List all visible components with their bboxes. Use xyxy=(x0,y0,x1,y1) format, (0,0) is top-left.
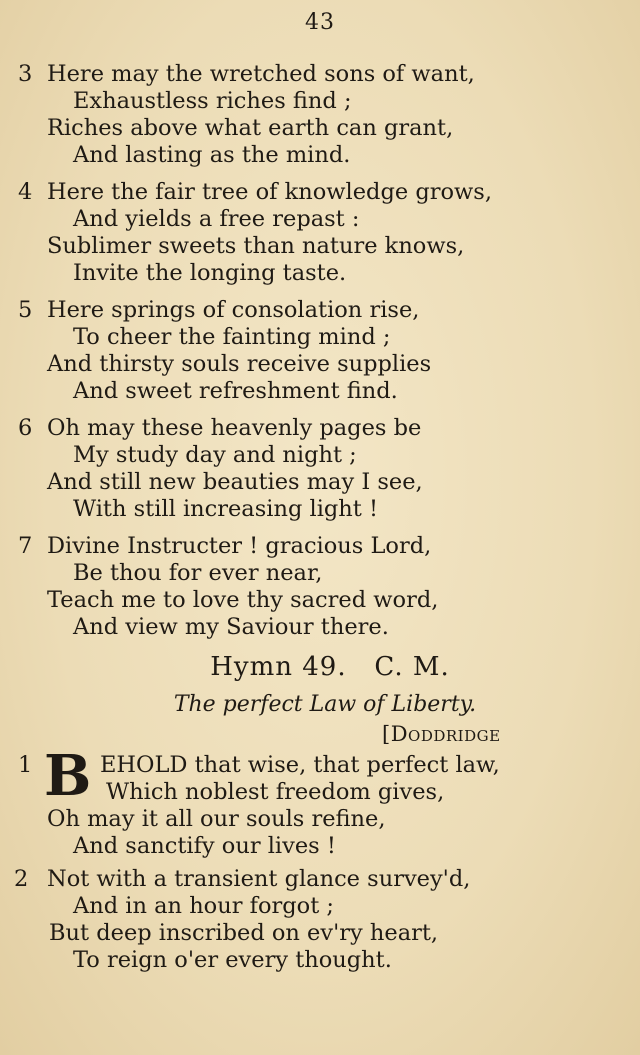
verse-line-rest: that wise, that perfect law, xyxy=(187,752,500,778)
verse-line: And in an hour forgot ; xyxy=(73,893,334,919)
verse-line: And yields a free repast : xyxy=(73,206,360,232)
first-word: EHOLD xyxy=(100,752,188,778)
verse-line: My study day and night ; xyxy=(73,442,357,468)
stanza-number: 1 xyxy=(18,752,33,778)
stanza-number: 2 xyxy=(14,866,29,892)
verse-line: Oh may it all our souls refine, xyxy=(47,806,386,832)
verse-line: And still new beauties may I see, xyxy=(47,469,423,495)
page-number: 43 xyxy=(305,10,335,35)
verse-line: But deep inscribed on ev'ry heart, xyxy=(49,920,439,946)
verse-line: Here may the wretched sons of want, xyxy=(47,61,475,87)
verse-line: Divine Instructer ! gracious Lord, xyxy=(47,533,432,559)
stanza-number: 4 xyxy=(18,179,33,205)
verse-line: Riches above what earth can grant, xyxy=(47,115,454,141)
stanza-number: 3 xyxy=(18,61,33,87)
verse-line: And lasting as the mind. xyxy=(73,142,351,168)
verse-line: Teach me to love thy sacred word, xyxy=(47,587,439,613)
verse-line: Not with a transient glance survey'd, xyxy=(47,866,471,892)
verse-line: And sweet refreshment find. xyxy=(73,378,398,404)
verse-line: Be thou for ever near, xyxy=(73,560,323,586)
verse-line: Here the fair tree of knowledge grows, xyxy=(47,179,492,205)
verse-line: And view my Saviour there. xyxy=(73,614,389,640)
verse-line: To reign o'er every thought. xyxy=(73,947,392,973)
verse-line: Exhaustless riches find ; xyxy=(73,88,352,114)
hymn-subtitle: The perfect Law of Liberty. xyxy=(173,692,477,717)
stanza-number: 5 xyxy=(18,297,33,323)
verse-line: Oh may these heavenly pages be xyxy=(47,415,422,441)
verse-line: Here springs of consolation rise, xyxy=(47,297,420,323)
hymn-author: [Doddridge xyxy=(382,722,501,746)
stanza-number: 6 xyxy=(18,415,33,441)
verse-line xyxy=(100,754,500,777)
verse-line: And thirsty souls receive supplies xyxy=(47,351,432,377)
stanza-number: 7 xyxy=(18,533,33,559)
verse-line: To cheer the fainting mind ; xyxy=(73,324,391,350)
verse-line: And sanctify our lives ! xyxy=(73,833,336,859)
verse-line: Which noblest freedom gives, xyxy=(106,779,445,805)
verse-line: Sublimer sweets than nature knows, xyxy=(47,233,465,259)
verse-line: With still increasing light ! xyxy=(73,496,379,522)
hymn-title: Hymn 49. C. M. xyxy=(210,652,450,682)
verse-line: Invite the longing taste. xyxy=(73,260,347,286)
drop-cap: B xyxy=(44,743,92,809)
